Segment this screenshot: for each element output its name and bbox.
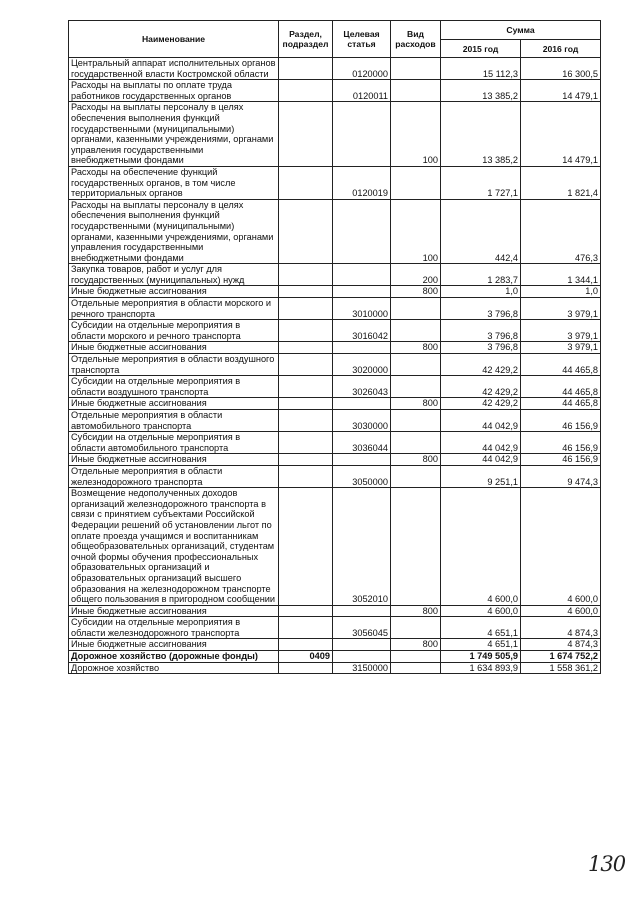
row-target: 3010000 [333, 298, 391, 320]
row-sum-2016: 14 479,1 [521, 102, 601, 167]
row-name: Субсидии на отдельные мероприятия в области воздушного транспорта [69, 376, 279, 398]
row-sum-2016: 46 156,9 [521, 454, 601, 466]
table-row [69, 465, 601, 487]
row-sum-2016: 1 674 752,2 [521, 651, 601, 663]
row-section [279, 662, 333, 674]
row-kind: 800 [391, 454, 441, 466]
row-sum-2016: 4 874,3 [521, 639, 601, 651]
table-row [69, 617, 601, 639]
row-sum-2015: 44 042,9 [441, 410, 521, 432]
row-sum-2016: 1 558 361,2 [521, 662, 601, 674]
row-name: Дорожное хозяйство (дорожные фонды) [69, 651, 279, 663]
row-kind [391, 465, 441, 487]
row-kind [391, 166, 441, 199]
row-name: Иные бюджетные ассигнования [69, 342, 279, 354]
row-kind: 200 [391, 264, 441, 286]
row-sum-2016: 4 600,0 [521, 488, 601, 606]
header-section: Раздел, подраздел [279, 21, 333, 58]
row-target: 0120011 [333, 80, 391, 102]
header-2016: 2016 год [521, 40, 601, 58]
row-sum-2015: 4 600,0 [441, 488, 521, 606]
row-section: 0409 [279, 651, 333, 663]
table-row [69, 264, 601, 286]
row-section [279, 376, 333, 398]
row-name: Отдельные мероприятия в области автомобильного транспорта [69, 410, 279, 432]
table-body [69, 58, 601, 674]
row-kind: 800 [391, 342, 441, 354]
row-kind [391, 651, 441, 663]
table-row [69, 605, 601, 617]
table-row [69, 376, 601, 398]
row-kind [391, 488, 441, 606]
row-sum-2015: 44 042,9 [441, 432, 521, 454]
header-2015: 2015 год [441, 40, 521, 58]
row-sum-2015: 4 651,1 [441, 639, 521, 651]
row-target: 3026043 [333, 376, 391, 398]
row-section [279, 410, 333, 432]
row-kind [391, 354, 441, 376]
row-sum-2015: 1 634 893,9 [441, 662, 521, 674]
row-name: Расходы на выплаты по оплате труда работников государственных органов [69, 80, 279, 102]
table-row [69, 488, 601, 606]
row-section [279, 488, 333, 606]
header-row-top [69, 21, 601, 40]
row-sum-2015: 3 796,8 [441, 298, 521, 320]
row-target [333, 651, 391, 663]
row-sum-2015: 1 727,1 [441, 166, 521, 199]
row-sum-2015: 442,4 [441, 199, 521, 264]
row-kind [391, 410, 441, 432]
row-name: Расходы на выплаты персоналу в целях обеспечения выполнения функций государственными (муниципальными) органами, казенными учреждениями, органами управления государственными внебюджетными фондами [69, 102, 279, 167]
row-name: Отдельные мероприятия в области морского и речного транспорта [69, 298, 279, 320]
table-row [69, 342, 601, 354]
row-target [333, 454, 391, 466]
row-kind: 800 [391, 286, 441, 298]
row-sum-2015: 42 429,2 [441, 376, 521, 398]
header-sum: Сумма [441, 21, 601, 40]
page-number: 130 [588, 852, 626, 876]
row-sum-2016: 3 979,1 [521, 320, 601, 342]
row-section [279, 354, 333, 376]
row-sum-2015: 3 796,8 [441, 342, 521, 354]
row-sum-2016: 46 156,9 [521, 432, 601, 454]
row-kind [391, 58, 441, 80]
row-target [333, 102, 391, 167]
row-sum-2015: 44 042,9 [441, 454, 521, 466]
budget-table [68, 20, 601, 674]
row-name: Отдельные мероприятия в области железнодорожного транспорта [69, 465, 279, 487]
row-kind [391, 320, 441, 342]
row-target: 3050000 [333, 465, 391, 487]
row-sum-2015: 9 251,1 [441, 465, 521, 487]
row-kind [391, 376, 441, 398]
row-target: 0120019 [333, 166, 391, 199]
row-section [279, 398, 333, 410]
row-target [333, 398, 391, 410]
row-sum-2016: 3 979,1 [521, 342, 601, 354]
row-section [279, 286, 333, 298]
table-row [69, 298, 601, 320]
row-sum-2015: 42 429,2 [441, 354, 521, 376]
table-row [69, 398, 601, 410]
row-section [279, 102, 333, 167]
row-section [279, 617, 333, 639]
table-row [69, 80, 601, 102]
row-sum-2016: 14 479,1 [521, 80, 601, 102]
row-kind: 800 [391, 639, 441, 651]
row-target: 3150000 [333, 662, 391, 674]
row-sum-2015: 13 385,2 [441, 102, 521, 167]
row-sum-2015: 42 429,2 [441, 398, 521, 410]
row-sum-2015: 15 112,3 [441, 58, 521, 80]
row-sum-2015: 4 600,0 [441, 605, 521, 617]
row-section [279, 605, 333, 617]
row-kind: 800 [391, 605, 441, 617]
row-target: 3016042 [333, 320, 391, 342]
row-sum-2015: 4 651,1 [441, 617, 521, 639]
row-target [333, 639, 391, 651]
row-name: Отдельные мероприятия в области воздушного транспорта [69, 354, 279, 376]
table-row [69, 454, 601, 466]
header-kind: Вид расходов [391, 21, 441, 58]
row-section [279, 264, 333, 286]
table-row [69, 320, 601, 342]
row-section [279, 454, 333, 466]
row-sum-2015: 3 796,8 [441, 320, 521, 342]
row-target: 3030000 [333, 410, 391, 432]
row-section [279, 320, 333, 342]
header-target: Целевая статья [333, 21, 391, 58]
row-target [333, 286, 391, 298]
table-row [69, 166, 601, 199]
row-kind [391, 298, 441, 320]
row-name: Дорожное хозяйство [69, 662, 279, 674]
table-row [69, 639, 601, 651]
table-row [69, 432, 601, 454]
row-name: Субсидии на отдельные мероприятия в области железнодорожного транспорта [69, 617, 279, 639]
row-sum-2016: 476,3 [521, 199, 601, 264]
row-kind [391, 80, 441, 102]
row-kind [391, 432, 441, 454]
row-sum-2016: 9 474,3 [521, 465, 601, 487]
row-sum-2015: 1 283,7 [441, 264, 521, 286]
row-target [333, 342, 391, 354]
row-name: Иные бюджетные ассигнования [69, 286, 279, 298]
row-name: Возмещение недополученных доходов организаций железнодорожного транспорта в связи с принятием субъектами Российской Федерации решений об установлении льгот по оплате проезда учащимся и воспитанникам общеобразовательных организаций, студентам очной формы обучения профессиональных образовательных организаций и образовательных организаций высшего образования на железнодорожном транспорте общего пользования в пригородном сообщении [69, 488, 279, 606]
row-name: Иные бюджетные ассигнования [69, 454, 279, 466]
row-kind [391, 617, 441, 639]
row-target: 3052010 [333, 488, 391, 606]
table-row [69, 662, 601, 674]
row-sum-2016: 44 465,8 [521, 376, 601, 398]
row-target [333, 264, 391, 286]
row-sum-2016: 3 979,1 [521, 298, 601, 320]
row-section [279, 80, 333, 102]
row-kind [391, 662, 441, 674]
row-name: Расходы на выплаты персоналу в целях обеспечения выполнения функций государственными (муниципальными) органами, казенными учреждениями, органами управления государственными внебюджетными фондами [69, 199, 279, 264]
row-kind: 800 [391, 398, 441, 410]
row-name: Иные бюджетные ассигнования [69, 605, 279, 617]
table-row [69, 102, 601, 167]
row-section [279, 199, 333, 264]
row-name: Расходы на обеспечение функций государственных органов, в том числе территориальных органов [69, 166, 279, 199]
row-sum-2015: 1,0 [441, 286, 521, 298]
row-section [279, 465, 333, 487]
table-row [69, 651, 601, 663]
row-name: Закупка товаров, работ и услуг для государственных (муниципальных) нужд [69, 264, 279, 286]
row-name: Иные бюджетные ассигнования [69, 639, 279, 651]
row-sum-2016: 1 821,4 [521, 166, 601, 199]
row-sum-2016: 4 600,0 [521, 605, 601, 617]
row-target [333, 605, 391, 617]
row-name: Центральный аппарат исполнительных органов государственной власти Костромской области [69, 58, 279, 80]
row-name: Субсидии на отдельные мероприятия в области морского и речного транспорта [69, 320, 279, 342]
row-sum-2016: 4 874,3 [521, 617, 601, 639]
table-row [69, 199, 601, 264]
row-target: 3020000 [333, 354, 391, 376]
row-kind: 100 [391, 102, 441, 167]
row-section [279, 342, 333, 354]
row-section [279, 432, 333, 454]
row-target: 3056045 [333, 617, 391, 639]
row-section [279, 639, 333, 651]
table-row [69, 286, 601, 298]
row-section [279, 58, 333, 80]
row-sum-2016: 46 156,9 [521, 410, 601, 432]
row-section [279, 298, 333, 320]
row-name: Субсидии на отдельные мероприятия в области автомобильного транспорта [69, 432, 279, 454]
row-sum-2016: 44 465,8 [521, 354, 601, 376]
row-section [279, 166, 333, 199]
table-row [69, 58, 601, 80]
row-target [333, 199, 391, 264]
row-sum-2016: 16 300,5 [521, 58, 601, 80]
row-sum-2016: 1,0 [521, 286, 601, 298]
row-kind: 100 [391, 199, 441, 264]
row-sum-2016: 44 465,8 [521, 398, 601, 410]
row-name: Иные бюджетные ассигнования [69, 398, 279, 410]
table-row [69, 354, 601, 376]
row-sum-2016: 1 344,1 [521, 264, 601, 286]
row-target: 3036044 [333, 432, 391, 454]
row-sum-2015: 1 749 505,9 [441, 651, 521, 663]
row-target: 0120000 [333, 58, 391, 80]
header-name: Наименование [69, 21, 279, 58]
table-row [69, 410, 601, 432]
row-sum-2015: 13 385,2 [441, 80, 521, 102]
